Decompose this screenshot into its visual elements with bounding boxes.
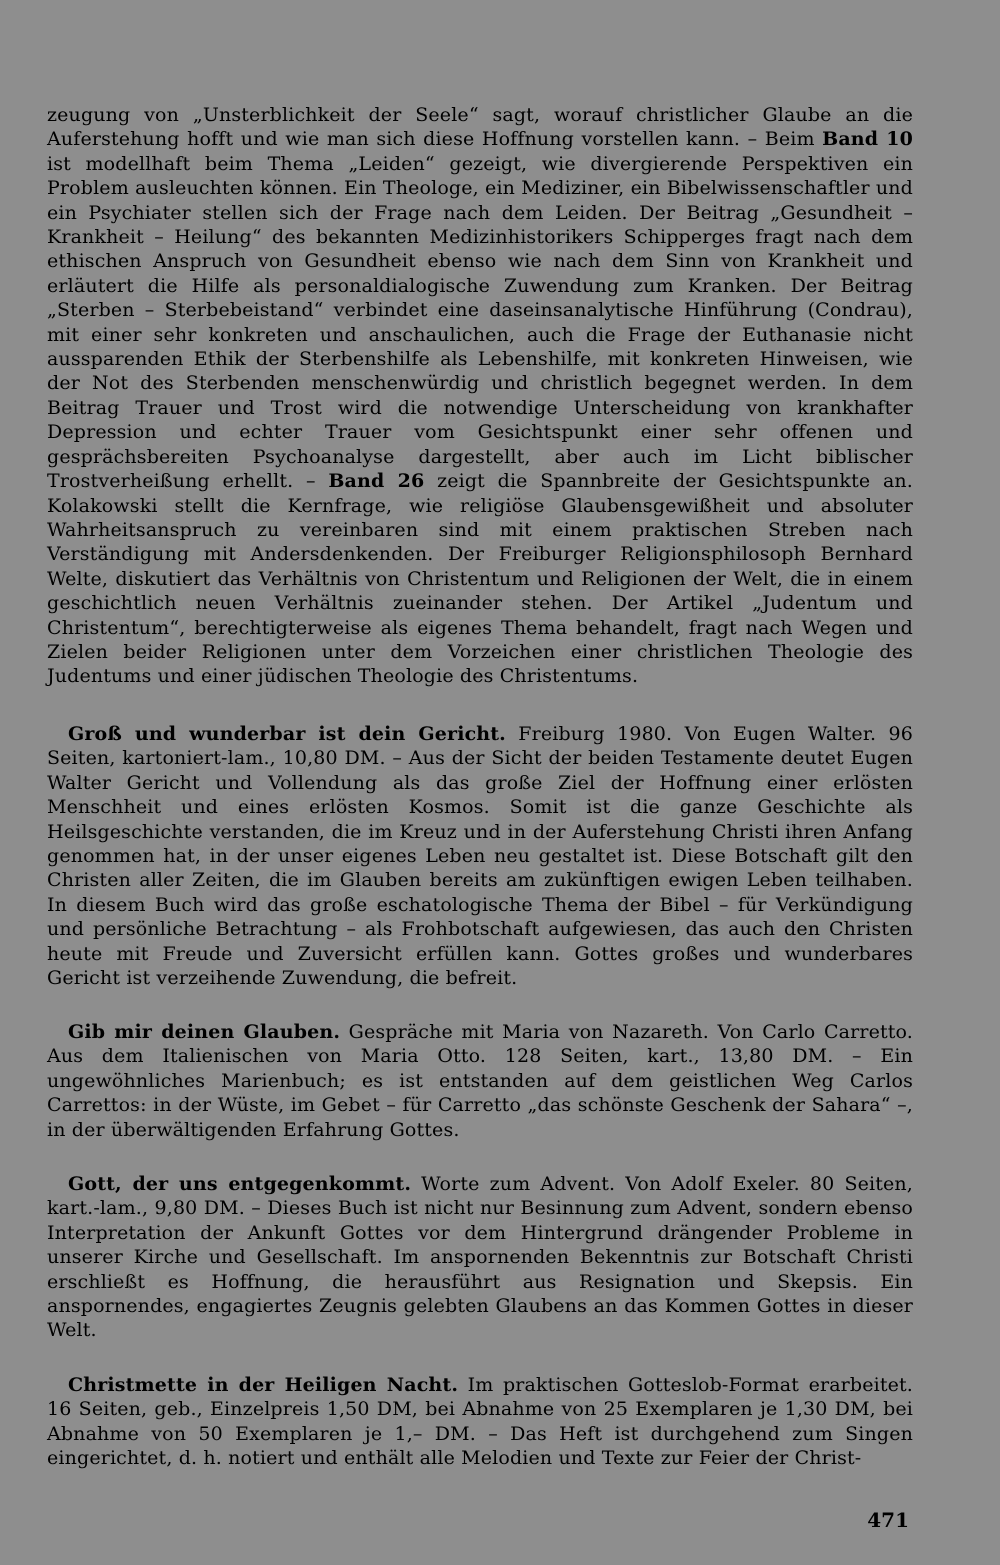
- book-entry: [47, 1020, 913, 1142]
- book-description: Worte zum Advent. Von Adolf Exeler. 80 Seiten, kart.-lam., 9,80 DM. – Dieses Buch ist nicht nur Besinnung zum Advent, sondern ebenso Interpretation der Ankunft Gottes vor dem Hintergrund drängender Probleme in unserer Kirche und Gesellschaft. Im anspornenden Bekenntnis zur Botschaft Christi erschließt es Hoffnung, die herausführt aus Resignation und Skepsis. Ein anspornendes, engagiertes Zeugnis gelebten Glaubens an das Kommen Gottes in dieser Welt.: [47, 1173, 913, 1342]
- book-title: Christmette in der Heiligen Nacht.: [68, 1374, 459, 1396]
- intro-paragraph: [47, 103, 913, 689]
- band-10-label: Band 10: [822, 128, 913, 151]
- book-description: Im praktischen Gotteslob-Format erarbeitet. 16 Seiten, geb., Einzelpreis 1,50 DM, bei Abnahme von 25 Exemplaren je 1,30 DM, bei Abnahme von 50 Exemplaren je 1,– DM. – Das Heft ist durchgehend zum Singen eingerichtet, d. h. notiert und enthält alle Melodien und Texte zur Feier der Christ-: [47, 1374, 913, 1470]
- intro-text-1: zeugung von „Unsterblichkeit der Seele“ sagt, worauf christlicher Glaube an die Auferstehung hofft und wie man sich diese Hoffnung vorstellen kann. – Beim: [47, 104, 913, 151]
- book-description: Freiburg 1980. Von Eugen Walter. 96 Seiten, kartoniert-lam., 10,80 DM. – Aus der Sicht der beiden Testamente deutet Eugen Walter Gericht und Vollendung als das große Ziel der Hoffnung einer erlösten Menschheit und eines erlösten Kosmos. Somit ist die ganze Geschichte als Heilsgeschichte verstanden, die im Kreuz und in der Auferstehung Christi ihren Anfang genommen hat, in der unser eigenes Leben neu gestaltet ist. Diese Botschaft gilt den Christen aller Zeiten, die im Glauben bereits am zukünftigen ewigen Leben teilhaben. In diesem Buch wird das große eschatologische Thema der Bibel – für Verkündigung und persönliche Betrachtung – als Frohbotschaft aufgewiesen, das auch den Christen heute mit Freude und Zuversicht erfüllen kann. Gottes großes und wunderbares Gericht ist verzeihende Zuwendung, die befreit.: [47, 723, 913, 990]
- book-entry: [47, 722, 913, 990]
- intro-text-3: zeigt die Spannbreite der Gesichtspunkte an. Kolakowski stellt die Kernfrage, wie religiöse Glaubensgewißheit und absoluter Wahrheitsanspruch zu vereinbaren sind mit einem praktischen Streben nach Verständigung mit Andersdenkenden. Der Freiburger Religionsphilosoph Bernhard Welte, diskutiert das Verhältnis von Christentum und Religionen der Welt, die in einem geschichtlich neuen Verhältnis zueinander stehen. Der Artikel „Judentum und Christentum“, berechtigterweise als eigenes Thema behandelt, fragt nach Wegen und Zielen beider Religionen unter dem Vorzeichen einer christlichen Theologie des Judentums und einer jüdischen Theologie des Christentums.: [47, 470, 913, 688]
- book-title: Gib mir deinen Glauben.: [68, 1021, 341, 1043]
- book-title: Groß und wunderbar ist dein Gericht.: [68, 723, 506, 745]
- book-entry: [47, 1172, 913, 1343]
- page-number: 471: [867, 1508, 909, 1532]
- intro-text-2: ist modellhaft beim Thema „Leiden“ gezeigt, wie divergierende Perspektiven ein Problem ausleuchten können. Ein Theologe, ein Mediziner, ein Bibelwissenschaftler und ein Psychiater stellen sich der Frage nach dem Leiden. Der Beitrag „Gesundheit – Krankheit – Heilung“ des bekannten Medizinhistorikers Schipperges fragt nach dem ethischen Anspruch von Gesundheit ebenso wie nach dem Sinn von Krankheit und erläutert die Hilfe als personaldialogische Zuwendung zum Kranken. Der Beitrag „Sterben – Sterbebeistand“ verbindet eine daseinsanalytische Hinführung (Condrau), mit einer sehr konkreten und anschaulichen, auch die Frage der Euthanasie nicht aussparenden Ethik der Sterbenshilfe als Lebenshilfe, mit konkreten Hinweisen, wie der Not des Sterbenden menschenwürdig und christlich begegnet werden. In dem Beitrag Trauer und Trost wird die notwendige Unterscheidung von krankhafter Depression und echter Trauer vom Gesichtspunkt einer sehr offenen und gesprächsbereiten Psychoanalyse dargestellt, aber auch im Licht biblischer Trostverheißung erhellt. –: [47, 152, 913, 493]
- book-entry: [47, 1373, 913, 1471]
- book-title: Gott, der uns entgegenkommt.: [68, 1173, 412, 1195]
- band-26-label: Band 26: [328, 470, 425, 493]
- book-description: Gespräche mit Maria von Nazareth. Von Carlo Carretto. Aus dem Italienischen von Maria Otto. 128 Seiten, kart., 13,80 DM. – Ein ungewöhnliches Marienbuch; es ist entstanden auf dem geistlichen Weg Carlos Carrettos: in der Wüste, im Gebet – für Carretto „das schönste Geschenk der Sahara“ –, in der überwältigenden Erfahrung Gottes.: [47, 1021, 913, 1141]
